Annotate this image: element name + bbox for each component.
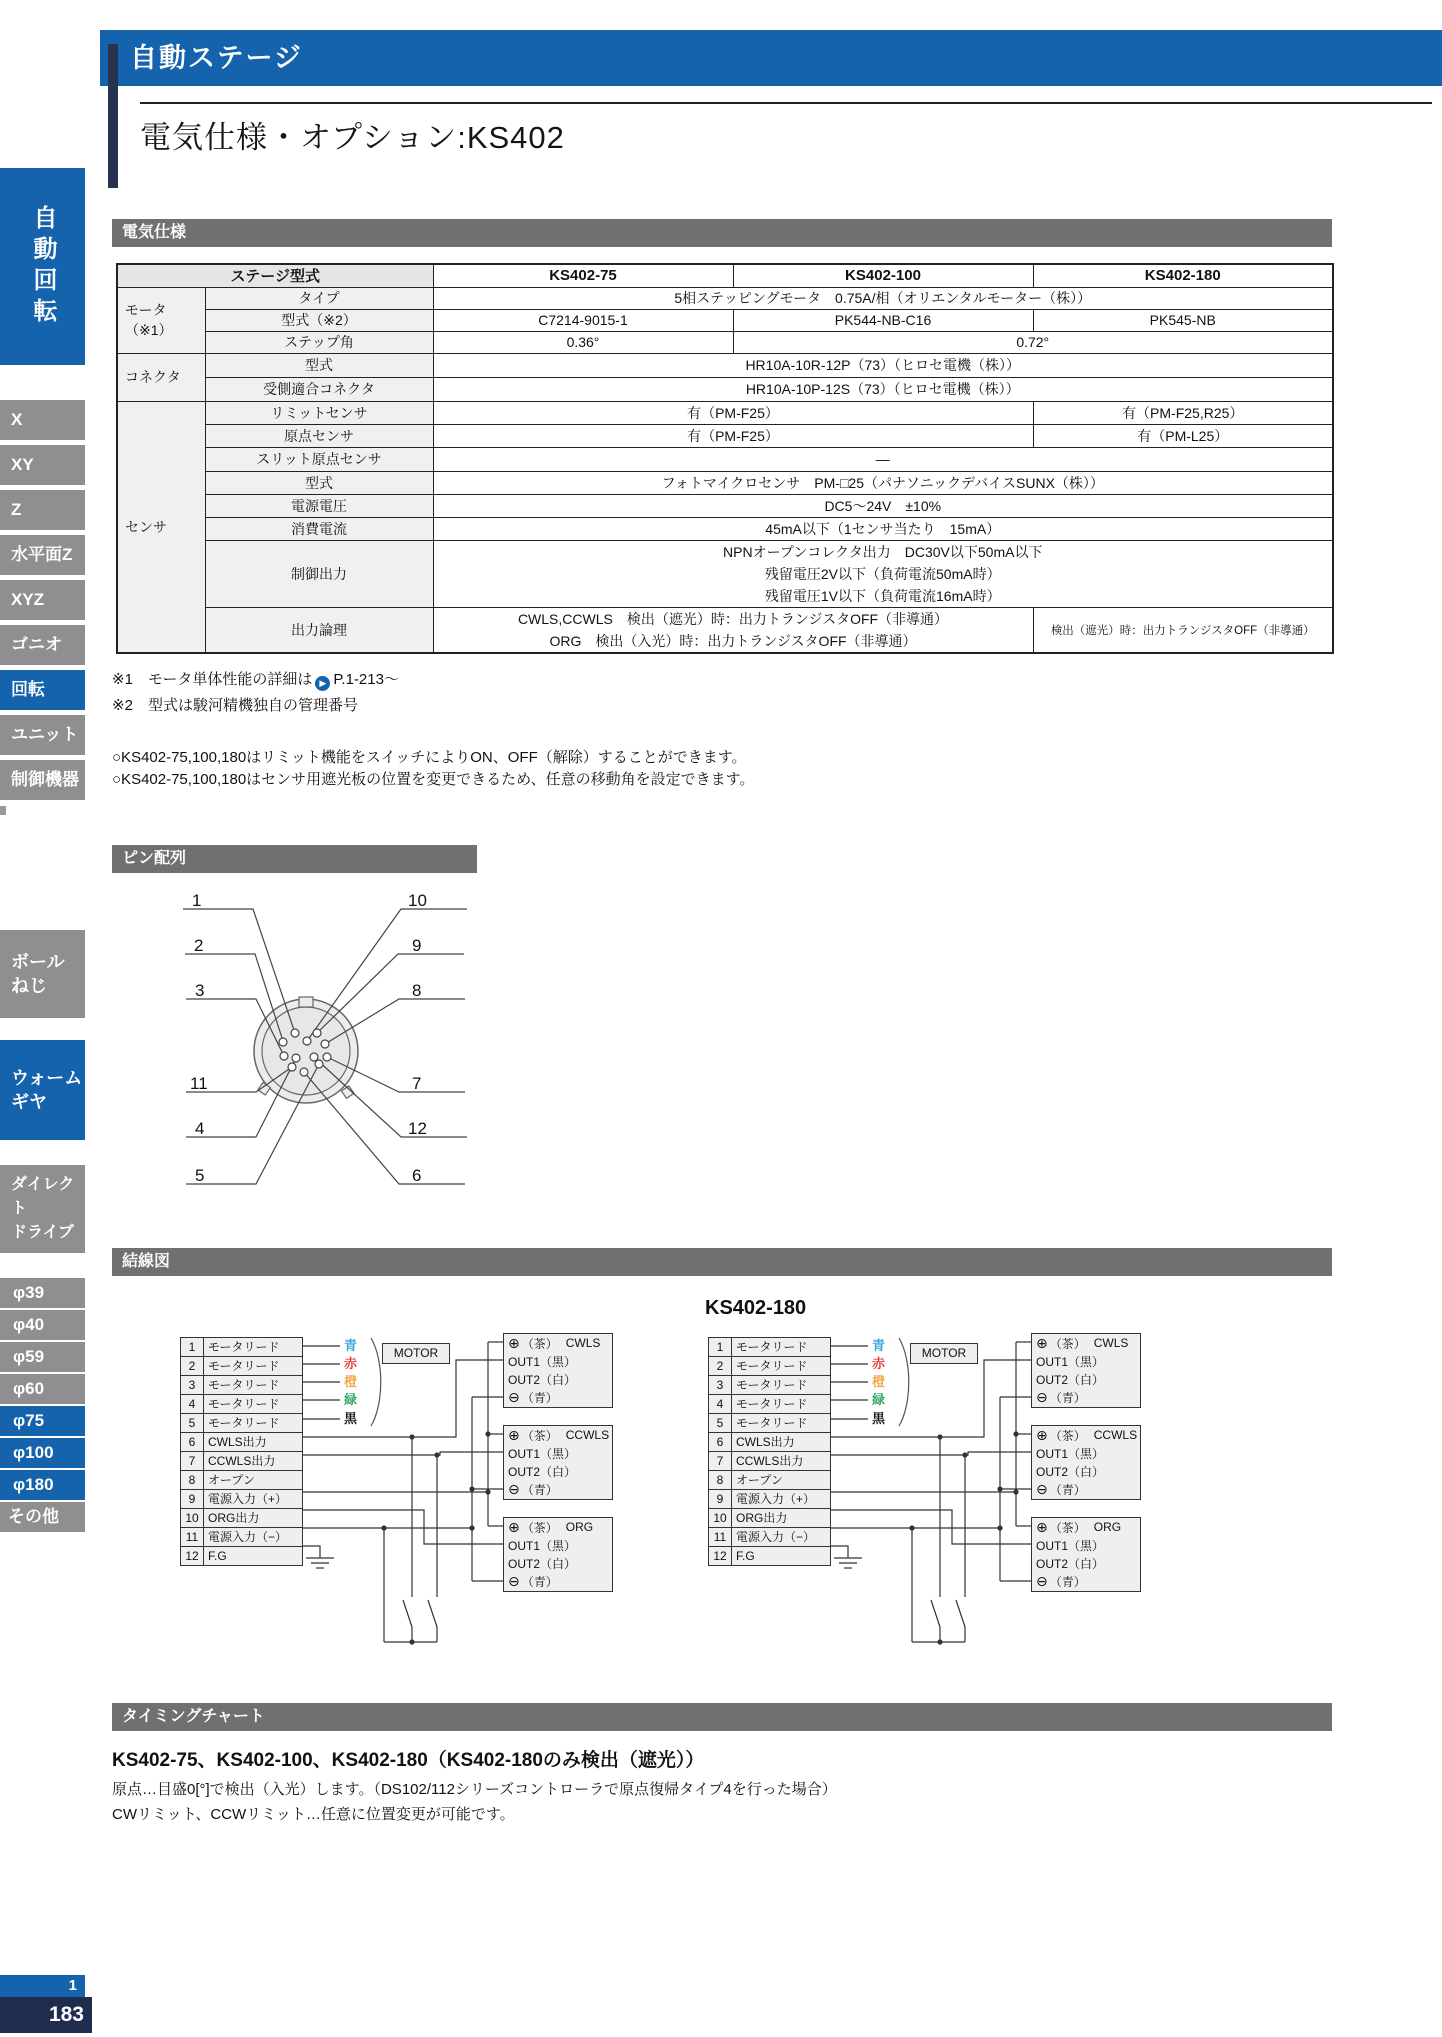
sensor-name: CCWLS — [1093, 1428, 1138, 1442]
pin-label: 4 — [195, 1119, 205, 1138]
pin-no: 9 — [181, 1490, 204, 1508]
sidebar-group-directdrive[interactable] — [0, 1165, 85, 1253]
sensor-box-ccwls — [503, 1425, 613, 1500]
table-row — [117, 494, 1333, 517]
spec-group-connector: コネクタ — [117, 353, 205, 401]
pin-row — [181, 1490, 302, 1509]
pin-function-table — [708, 1337, 831, 1566]
wire-color-black: 黒 — [344, 1411, 358, 1426]
table-header-row — [117, 264, 1333, 287]
sidebar-tab-z[interactable]: Z — [0, 490, 85, 530]
minus-terminal-icon: ⊖ — [508, 1572, 520, 1589]
pin-row — [181, 1357, 302, 1376]
pin-no: 7 — [181, 1452, 204, 1470]
sensor-name: CCWLS — [565, 1428, 610, 1442]
minus-terminal-icon: ⊖ — [1036, 1388, 1048, 1405]
spec-cell: タイプ — [205, 287, 433, 309]
pin-label: 9 — [412, 936, 422, 955]
note-text: 型式は駿河精機独自の管理番号 — [147, 697, 358, 714]
pin-row — [709, 1452, 830, 1471]
note-number: ※1 — [112, 671, 133, 688]
label: ねじ — [11, 976, 47, 996]
pin-row — [181, 1376, 302, 1395]
pin-row — [709, 1395, 830, 1414]
sidebar-group-ballscrew[interactable] — [0, 930, 85, 1018]
table-row — [117, 517, 1333, 540]
spec-cell: ステップ角 — [205, 331, 433, 353]
pin-no: 10 — [709, 1509, 732, 1527]
pin-fn: モータリード — [736, 1397, 808, 1411]
pin-no: 12 — [709, 1547, 732, 1565]
spec-cell — [433, 540, 1333, 607]
spec-cell: 出力論理 — [205, 607, 433, 653]
sidebar-tab-rotation[interactable]: 回転 — [0, 670, 85, 710]
page-link[interactable]: P.1-213〜 — [333, 671, 399, 688]
col-header-ks402-75: KS402-75 — [433, 264, 733, 287]
spec-line: CWLS,CCWLS 検出（遮光）時：出力トランジスタOFF（非導通） — [517, 610, 949, 627]
table-row — [117, 401, 1333, 424]
pin-fn: F.G — [208, 1549, 227, 1563]
pin-no: 9 — [709, 1490, 732, 1508]
pin-no: 8 — [181, 1471, 204, 1489]
pin-row — [181, 1433, 302, 1452]
spec-cell: 45mA以下（1センサ当たり 15mA） — [433, 517, 1333, 540]
pin-row — [709, 1338, 830, 1357]
pin-fn: 電源入力（+） — [736, 1492, 816, 1506]
sidebar-dia-180[interactable]: φ180 — [0, 1470, 85, 1500]
pin-fn: モータリード — [736, 1340, 808, 1354]
pin-fn: F.G — [736, 1549, 755, 1563]
terminal-color: （茶） — [521, 1428, 558, 1443]
spec-cell: 有（PM-F25,R25） — [1033, 401, 1333, 424]
sensor-out2: OUT2（白） — [1036, 1556, 1105, 1571]
sensor-out1: OUT1（黒） — [1036, 1446, 1105, 1461]
note-1 — [112, 668, 399, 691]
sensor-out1: OUT1（黒） — [508, 1538, 577, 1553]
wire-color-blue: 青 — [344, 1338, 358, 1353]
spec-cell: 検出（遮光）時：出力トランジスタOFF（非導通） — [1033, 607, 1333, 653]
pin-label: 1 — [192, 891, 202, 910]
sensor-out2: OUT2（白） — [1036, 1464, 1105, 1479]
sensor-box-org — [503, 1517, 613, 1592]
minus-terminal-icon: ⊖ — [508, 1480, 520, 1497]
pin-no: 6 — [709, 1433, 732, 1451]
spec-cell: スリット原点センサ — [205, 447, 433, 471]
pin-row — [709, 1547, 830, 1565]
wiring-diagram2-title: KS402-180 — [705, 1297, 807, 1319]
spec-cell: フォトマイクロセンサ PM-□25（パナソニックデバイスSUNX（株）） — [433, 471, 1333, 494]
pin-label: 6 — [412, 1166, 422, 1185]
wire-color-red: 赤 — [872, 1356, 886, 1371]
pin-row — [709, 1490, 830, 1509]
pin-fn: モータリード — [208, 1359, 280, 1373]
spec-line: 残留電圧1V以下（負荷電流16mA時） — [764, 587, 1001, 604]
pin-no: 4 — [709, 1395, 732, 1413]
pin-fn: モータリード — [736, 1416, 808, 1430]
pin-function-table — [180, 1337, 303, 1566]
pin-fn: CWLS出力 — [736, 1435, 795, 1449]
pin-row — [181, 1414, 302, 1433]
plus-terminal-icon: ⊕ — [1036, 1334, 1048, 1351]
spec-line: NPNオープンコレクタ出力 DC30V以下50mA以下 — [723, 543, 1043, 560]
spec-cell: 0.72° — [733, 331, 1333, 353]
pin-fn: ORG出力 — [736, 1511, 788, 1525]
pin-label: 8 — [412, 981, 422, 1000]
sensor-name: ORG — [565, 1520, 594, 1534]
wiring-diagram-ks402-180 — [668, 1330, 1188, 1665]
pin-row — [181, 1395, 302, 1414]
pin-no: 6 — [181, 1433, 204, 1451]
spec-cell: DC5〜24V ±10% — [433, 494, 1333, 517]
sidebar-rotary-label: 自動回転 — [29, 204, 56, 329]
table-row — [117, 309, 1333, 331]
pin-row — [709, 1433, 830, 1452]
pin-no: 12 — [181, 1547, 204, 1565]
sidebar-group-wormgear[interactable] — [0, 1040, 85, 1140]
label: ドライブ — [11, 1224, 75, 1241]
timing-line-2: CWリミット、CCWリミット…任意に位置変更が可能です。 — [112, 1806, 515, 1823]
pin-fn: モータリード — [208, 1397, 280, 1411]
sidebar-tab-gonio[interactable]: ゴニオ — [0, 625, 85, 665]
table-row — [117, 607, 1333, 653]
col-header-ks402-180: KS402-180 — [1033, 264, 1333, 287]
spec-cell: PK545-NB — [1033, 309, 1333, 331]
pin-fn: CCWLS出力 — [736, 1454, 804, 1468]
plus-terminal-icon: ⊕ — [1036, 1426, 1048, 1443]
wire-color-orange: 橙 — [344, 1374, 358, 1389]
table-row — [117, 353, 1333, 377]
spec-cell — [433, 607, 1033, 653]
terminal-color: （茶） — [1049, 1336, 1086, 1351]
page-link-icon: ▶ — [315, 676, 330, 691]
terminal-color: （青） — [1049, 1482, 1086, 1497]
spec-cell: 型式（※2） — [205, 309, 433, 331]
table-row — [117, 447, 1333, 471]
pin-fn: モータリード — [736, 1378, 808, 1392]
sensor-name: CWLS — [565, 1336, 601, 1350]
wire-color-orange: 橙 — [872, 1374, 886, 1389]
pin-no: 2 — [181, 1357, 204, 1375]
pin-no: 8 — [709, 1471, 732, 1489]
pin-fn: モータリード — [208, 1416, 280, 1430]
sidebar-dia-59[interactable]: φ59 — [0, 1342, 85, 1372]
table-row — [117, 331, 1333, 353]
sensor-out1: OUT1（黒） — [1036, 1354, 1105, 1369]
sidebar-tab-xy[interactable]: XY — [0, 445, 85, 485]
sidebar-dia-100[interactable]: φ100 — [0, 1438, 85, 1468]
pin-label: 10 — [408, 891, 427, 910]
sidebar-tab-horizontal-z[interactable]: 水平面Z — [0, 535, 85, 575]
pin-no: 10 — [181, 1509, 204, 1527]
pin-fn: オープン — [736, 1473, 783, 1487]
sensor-out2: OUT2（白） — [508, 1464, 577, 1479]
label: ボール — [11, 952, 65, 972]
pin-row — [709, 1376, 830, 1395]
wire-color-black: 黒 — [872, 1411, 886, 1426]
page-title: 電気仕様・オプション:KS402 — [140, 120, 565, 155]
pin-label: 7 — [412, 1074, 422, 1093]
pin-row — [709, 1471, 830, 1490]
spec-cell: 原点センサ — [205, 424, 433, 447]
sidebar-dia-other[interactable]: その他 — [0, 1502, 85, 1532]
spec-cell: 有（PM-L25） — [1033, 424, 1333, 447]
table-row — [117, 540, 1333, 607]
pin-fn: 電源入力（−） — [736, 1530, 816, 1544]
spec-cell: 有（PM-F25） — [433, 401, 1033, 424]
spec-cell: 有（PM-F25） — [433, 424, 1033, 447]
spec-cell: 受側適合コネクタ — [205, 377, 433, 401]
pin-no: 5 — [181, 1414, 204, 1432]
table-row — [117, 287, 1333, 309]
pin-no: 4 — [181, 1395, 204, 1413]
minus-terminal-icon: ⊖ — [1036, 1480, 1048, 1497]
pin-fn: CCWLS出力 — [208, 1454, 276, 1468]
plus-terminal-icon: ⊕ — [508, 1518, 520, 1535]
table-row — [117, 471, 1333, 494]
sidebar-item-auto-rotary[interactable] — [0, 168, 85, 365]
wire-color-red: 赤 — [344, 1356, 358, 1371]
spec-cell: PK544-NB-C16 — [733, 309, 1033, 331]
pin-row — [181, 1471, 302, 1490]
pin-no: 5 — [709, 1414, 732, 1432]
motor-box: MOTOR — [910, 1343, 978, 1364]
terminal-color: （茶） — [1049, 1520, 1086, 1535]
sensor-name: CWLS — [1093, 1336, 1129, 1350]
spec-cell: C7214-9015-1 — [433, 309, 733, 331]
terminal-color: （茶） — [521, 1336, 558, 1351]
feature-bullet-2: ○KS402-75,100,180はセンサ用遮光板の位置を変更できるため、任意の移動角を設定できます。 — [112, 771, 755, 788]
minus-terminal-icon: ⊖ — [508, 1388, 520, 1405]
plus-terminal-icon: ⊕ — [508, 1334, 520, 1351]
pin-no: 1 — [709, 1338, 732, 1356]
pin-fn: モータリード — [736, 1359, 808, 1373]
spec-cell: HR10A-10P-12S（73）（ヒロセ電機（株）） — [433, 377, 1333, 401]
terminal-color: （青） — [521, 1574, 558, 1589]
pin-no: 1 — [181, 1338, 204, 1356]
terminal-color: （茶） — [521, 1520, 558, 1535]
sidebar-tab-x[interactable]: X — [0, 400, 85, 440]
label: ダイレクト — [11, 1176, 75, 1217]
sensor-out2: OUT2（白） — [508, 1556, 577, 1571]
terminal-color: （青） — [1049, 1574, 1086, 1589]
sensor-out1: OUT1（黒） — [508, 1354, 577, 1369]
wire-color-blue: 青 — [872, 1338, 886, 1353]
pin-row — [181, 1528, 302, 1547]
pin-row — [181, 1509, 302, 1528]
terminal-color: （青） — [1049, 1390, 1086, 1405]
sidebar-dia-60[interactable]: φ60 — [0, 1374, 85, 1404]
pin-label: 5 — [195, 1166, 205, 1185]
terminal-color: （青） — [521, 1390, 558, 1405]
spec-table — [116, 263, 1334, 654]
section-bar-pin-layout: ピン配列 — [112, 845, 477, 873]
pin-fn: ORG出力 — [208, 1511, 260, 1525]
note-number: ※2 — [112, 697, 133, 714]
pin-no: 7 — [709, 1452, 732, 1470]
pin-fn: CWLS出力 — [208, 1435, 267, 1449]
pin-label: 11 — [190, 1074, 208, 1093]
title-accent-bar — [108, 44, 118, 188]
wiring-diagram-ks402-75-100 — [140, 1330, 660, 1665]
spec-cell: ― — [433, 447, 1333, 471]
col-header-ks402-100: KS402-100 — [733, 264, 1033, 287]
sensor-name: ORG — [1093, 1520, 1122, 1534]
pin-row — [709, 1414, 830, 1433]
pin-fn: 電源入力（−） — [208, 1530, 288, 1544]
label: ウォーム — [11, 1068, 83, 1088]
sensor-box-ccwls — [1031, 1425, 1141, 1500]
pin-row — [709, 1357, 830, 1376]
pin-row — [181, 1547, 302, 1565]
sensor-box-cwls — [503, 1333, 613, 1408]
pin-label: 2 — [194, 936, 204, 955]
section-bar-timing-chart: タイミングチャート — [112, 1703, 1332, 1731]
spec-line: 残留電圧2V以下（負荷電流50mA時） — [764, 565, 1001, 582]
terminal-color: （青） — [521, 1482, 558, 1497]
label: ギヤ — [11, 1092, 47, 1112]
plus-terminal-icon: ⊕ — [1036, 1518, 1048, 1535]
pin-row — [181, 1452, 302, 1471]
timing-line-1: 原点…目盛0[°]で検出（入光）します。（DS102/112シリーズコントローラで原点復帰タイプ4を行った場合） — [112, 1781, 837, 1798]
spec-group-sensor: センサ — [117, 401, 205, 653]
section-bar-electrical-spec: 電気仕様 — [112, 219, 1332, 247]
sidebar-dia-39[interactable]: φ39 — [0, 1278, 85, 1308]
pin-fn: モータリード — [208, 1378, 280, 1392]
spec-line: ORG 検出（入光）時：出力トランジスタOFF（非導通） — [549, 632, 917, 649]
sensor-out2: OUT2（白） — [1036, 1372, 1105, 1387]
sensor-box-cwls — [1031, 1333, 1141, 1408]
pin-fn: 電源入力（+） — [208, 1492, 288, 1506]
pin-fn: モータリード — [208, 1340, 280, 1354]
pin-layout-diagram — [140, 878, 600, 1208]
spec-cell: 型式 — [205, 353, 433, 377]
section-bar-wiring: 結線図 — [112, 1248, 1332, 1276]
page-edge-tick — [0, 806, 6, 815]
sensor-box-org — [1031, 1517, 1141, 1592]
footer-section-number: 1 — [0, 1975, 85, 1997]
pin-row — [181, 1338, 302, 1357]
col-header-stage-model: ステージ型式 — [117, 264, 433, 287]
pin-fn: オープン — [208, 1473, 255, 1487]
sensor-out1: OUT1（黒） — [1036, 1538, 1105, 1553]
sidebar-tab-controller[interactable]: 制御機器 — [0, 760, 85, 800]
pin-label: 3 — [195, 981, 205, 1000]
sidebar-tab-xyz[interactable]: XYZ — [0, 580, 85, 620]
wire-color-green: 緑 — [344, 1392, 358, 1407]
sidebar-tab-unit[interactable]: ユニット — [0, 715, 85, 755]
wire-color-green: 緑 — [872, 1392, 886, 1407]
footer-page-number: 183 — [0, 1997, 92, 2033]
pin-no: 2 — [709, 1357, 732, 1375]
spec-cell: 消費電流 — [205, 517, 433, 540]
minus-terminal-icon: ⊖ — [1036, 1572, 1048, 1589]
sidebar-dia-40[interactable]: φ40 — [0, 1310, 85, 1340]
connector-key-notch — [299, 997, 313, 1007]
spec-cell: 型式 — [205, 471, 433, 494]
spec-cell: 電源電圧 — [205, 494, 433, 517]
title-rule — [140, 102, 1432, 104]
plus-terminal-icon: ⊕ — [508, 1426, 520, 1443]
spec-cell: HR10A-10R-12P（73）（ヒロセ電機（株）） — [433, 353, 1333, 377]
pin-no: 3 — [181, 1376, 204, 1394]
pin-no: 11 — [709, 1528, 732, 1546]
pin-no: 3 — [709, 1376, 732, 1394]
spec-cell: 5相ステッピングモータ 0.75A/相（オリエンタルモーター（株）） — [433, 287, 1333, 309]
spec-cell: リミットセンサ — [205, 401, 433, 424]
terminal-color: （茶） — [1049, 1428, 1086, 1443]
note-text: モータ単体性能の詳細は — [147, 671, 313, 688]
sidebar-dia-75[interactable]: φ75 — [0, 1406, 85, 1436]
timing-heading: KS402-75、KS402-100、KS402-180（KS402-180のみ検出（遮光）） — [112, 1750, 705, 1771]
note-2 — [112, 694, 358, 715]
pin-row — [709, 1509, 830, 1528]
table-row — [117, 377, 1333, 401]
pin-label: 12 — [408, 1119, 427, 1138]
table-row — [117, 424, 1333, 447]
spec-cell: 0.36° — [433, 331, 733, 353]
feature-bullet-1: ○KS402-75,100,180はリミット機能をスイッチによりON、OFF（解除）することができます。 — [112, 749, 747, 766]
spec-cell: 制御出力 — [205, 540, 433, 607]
motor-box: MOTOR — [382, 1343, 450, 1364]
sensor-out2: OUT2（白） — [508, 1372, 577, 1387]
sensor-out1: OUT1（黒） — [508, 1446, 577, 1461]
band-title: 自動ステージ — [130, 43, 303, 73]
pin-no: 11 — [181, 1528, 204, 1546]
pin-row — [709, 1528, 830, 1547]
spec-group-motor: モータ（※1） — [117, 287, 205, 353]
